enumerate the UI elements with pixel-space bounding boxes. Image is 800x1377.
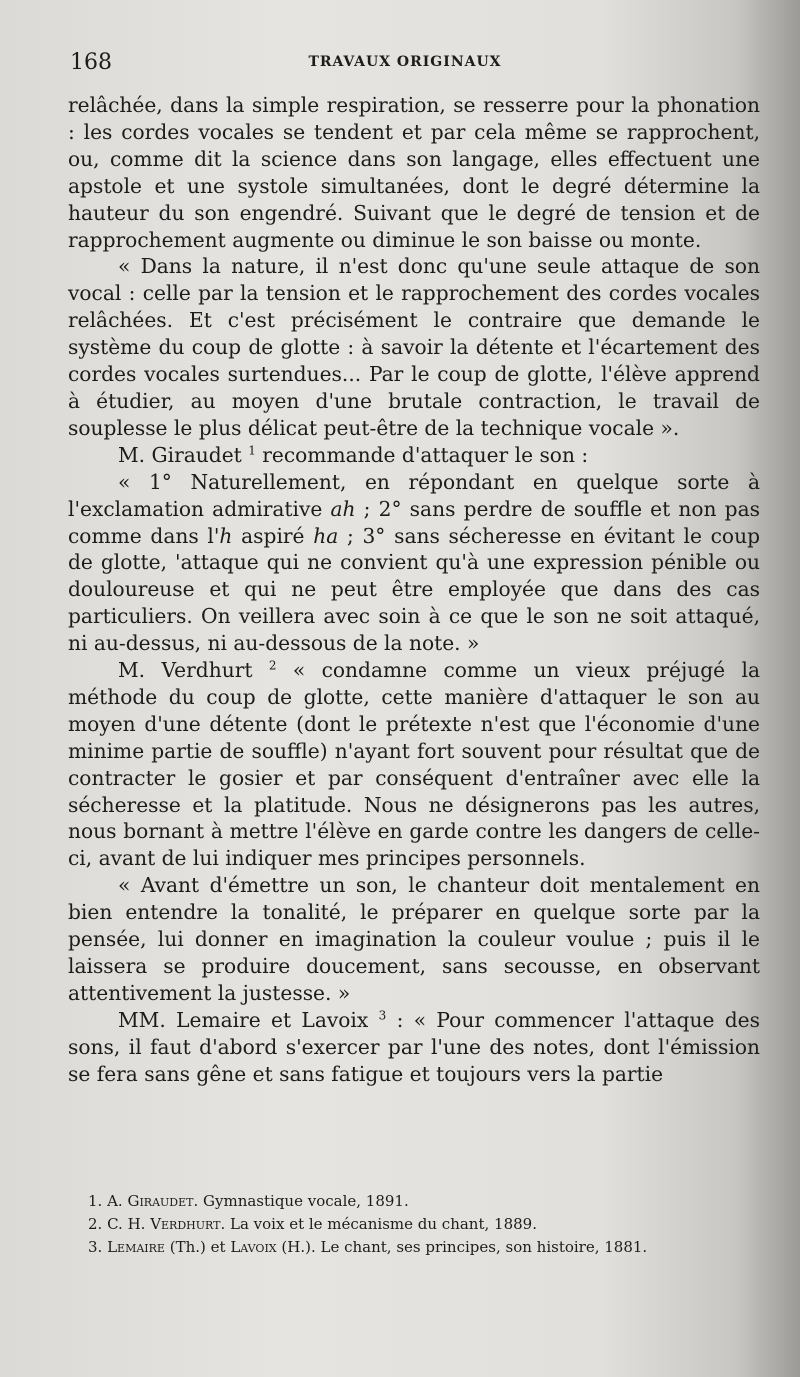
footnotes bbox=[68, 1190, 760, 1259]
footnote-3-text-b: (H.). Le chant, ses principes, son histoire, 1881. bbox=[276, 1238, 648, 1256]
footnote-1-author: A. Giraudet. bbox=[107, 1192, 199, 1210]
paragraph-3-text-b: recommande d'attaquer le son : bbox=[255, 442, 589, 467]
footnote-2-text: La voix et le mécanisme du chant, 1889. bbox=[225, 1215, 537, 1233]
paragraph-5-text-a: M. Verdhurt bbox=[118, 658, 269, 683]
paragraph-5 bbox=[68, 657, 760, 872]
p4-italic-3: ha bbox=[313, 523, 339, 548]
footnote-2 bbox=[68, 1213, 760, 1236]
running-head: TRAVAUX ORIGINAUX bbox=[308, 54, 502, 70]
p4-italic-2: h bbox=[219, 523, 233, 548]
page-header bbox=[70, 50, 760, 80]
paragraph-1: relâchée, dans la simple respiration, se resserre pour la phonation : les cordes vocales se tendent et par cela même se rapprochent, ou, comme dit la science dans son langage, elles effectuent une apstole et une systole simultanées, dont le degré détermine la hauteur du son engendré. Suivant que le degré de tension et de rapprochement augmente ou diminue le son baisse ou monte. bbox=[68, 93, 760, 252]
footnote-ref-1: 1 bbox=[248, 443, 256, 458]
footnote-ref-3: 3 bbox=[378, 1008, 387, 1023]
footnote-1 bbox=[68, 1190, 760, 1213]
paragraph-7 bbox=[68, 1007, 760, 1088]
p4-text-4: ; 3° sans sécheresse en évitant le coup de glotte, 'attaque qui ne convient qu'à une expression pénible ou douloureuse et qui ne peut être employée que dans des cas particuliers. On veillera avec soin à ce que le son ne soit attaqué, ni au-dessus, ni au-dessous de la note. » bbox=[68, 523, 760, 656]
footnote-1-text: Gymnastique vocale, 1891. bbox=[198, 1192, 409, 1210]
paragraph-3-text-a: M. Giraudet bbox=[118, 442, 249, 467]
p4-italic-1: ah bbox=[330, 496, 356, 521]
p4-text-3: aspiré bbox=[232, 523, 314, 548]
footnote-2-author: C. H. Verdhurt. bbox=[107, 1215, 226, 1233]
paragraph-2: « Dans la nature, il n'est donc qu'une seule attaque de son vocal : celle par la tension et le rapprochement des cordes vocales relâchées. Et c'est précisément le contraire que demande le système du coup de glotte : à savoir la détente et l'écartement des cordes vocales surtendues... Par le coup de glotte, l'élève apprend à étudier, au moyen d'une brutale contraction, le travail de souplesse le plus délicat peut-être de la technique vocale ». bbox=[68, 254, 760, 440]
paragraph-5-text-b: « condamne comme un vieux préjugé la méthode du coup de glotte, cette manière d'attaquer le son au moyen d'une détente (dont le prétexte n'est que l'économie d'une minime partie de souffle) n'ayant fort souvent pour résultat que de contracter le gosier et par conséquent d'entraîner avec elle la sécheresse et la platitude. Nous ne désignerons pas les autres, nous bornant à mettre l'élève en garde contre les dangers de celle-ci, avant de lui indiquer mes principes personnels. bbox=[68, 658, 760, 871]
paragraph-7-text-b: : « Pour commencer l'attaque des sons, il faut d'abord s'exercer par l'une des notes, dont l'émission se fera sans gêne et sans fatigue et toujours vers la partie bbox=[68, 1007, 760, 1086]
paragraph-3 bbox=[68, 442, 760, 469]
p4-text-2: ; 2° sans perdre de souffle et non pas comme dans l' bbox=[68, 496, 760, 548]
paragraph-4 bbox=[68, 469, 760, 657]
paragraph-6: « Avant d'émettre un son, le chanteur doit mentalement en bien entendre la tonalité, le préparer en quelque sorte par la pensée, lui donner en imagination la couleur voulue ; puis il le laissera se produire doucement, sans secousse, en observant attentivement la justesse. » bbox=[68, 873, 760, 1005]
footnote-3-number: 3. bbox=[88, 1238, 103, 1256]
paragraph-7-text-a: MM. Lemaire et Lavoix bbox=[118, 1007, 379, 1032]
footnote-3-author-1: Lemaire bbox=[107, 1238, 165, 1256]
footnote-3 bbox=[68, 1236, 760, 1259]
footnote-1-number: 1. bbox=[88, 1192, 103, 1210]
footnote-3-text-a: (Th.) et bbox=[164, 1238, 231, 1256]
footnote-ref-2: 2 bbox=[268, 658, 277, 673]
footnote-3-author-2: Lavoix bbox=[230, 1238, 277, 1256]
footnote-2-number: 2. bbox=[88, 1215, 103, 1233]
p4-text-1: « 1° Naturellement, en répondant en quelque sorte à l'exclamation admirative bbox=[68, 469, 760, 521]
page-number: 168 bbox=[70, 50, 112, 75]
body-text bbox=[68, 92, 760, 1088]
